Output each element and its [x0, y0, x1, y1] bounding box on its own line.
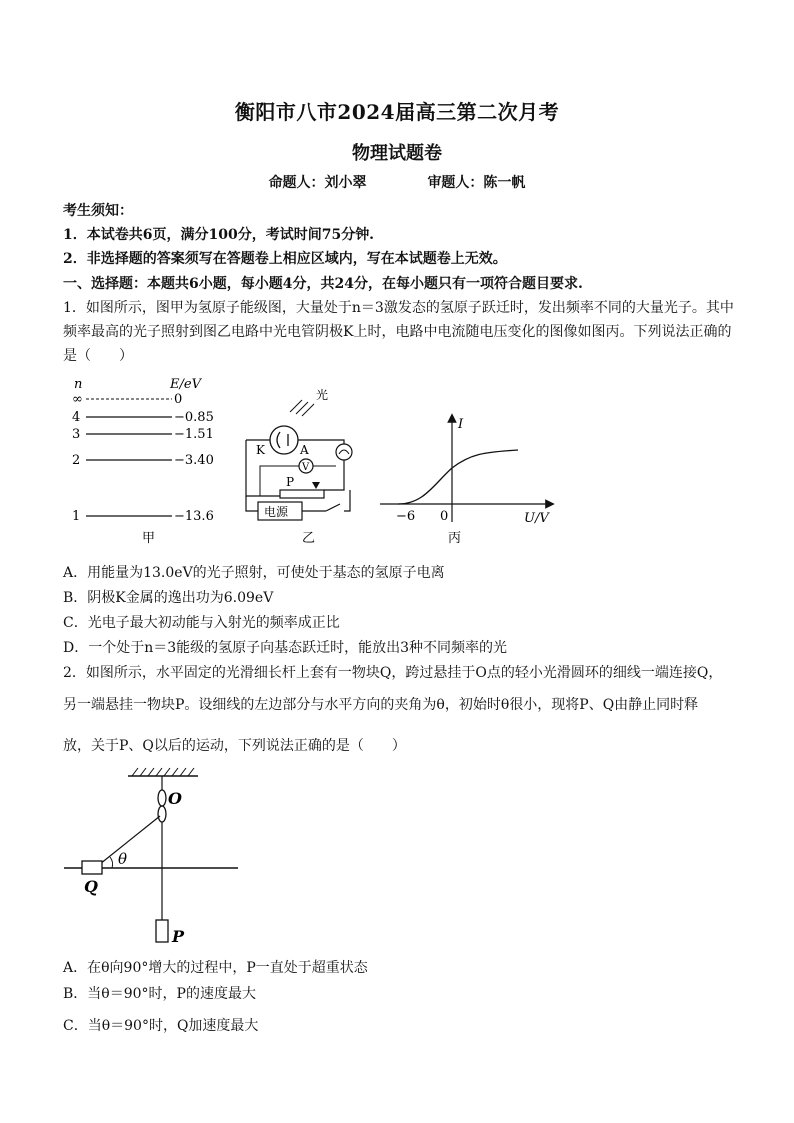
block-q — [82, 861, 102, 874]
figure-caption-jia: 甲 — [142, 531, 156, 546]
wire — [246, 496, 258, 511]
photoelectric-circuit — [240, 378, 370, 546]
setter: 命题人：刘小翠 — [268, 175, 367, 191]
question-2-stem: 另一端悬挂一物块P。设细线的左边部分与水平方向的夹角为θ，初始时θ很小，现将P、Q由静止同时释 — [63, 697, 699, 713]
level-n: 4 — [72, 410, 81, 425]
question-1-stem: 1．如图所示，图甲为氢原子能级图，大量处于n＝3激发态的氢原子跃迁时，发出频率不同的大量光子。其中频率最高的光子照射到图乙电路中光电管阴极K上时，电路中电流随电压变化的图像如图丙。下列说法正确的是（ ） — [63, 300, 734, 364]
u-axis-label: U/V — [524, 511, 549, 526]
galvanometer-icon — [336, 444, 352, 460]
point-o-label: O — [168, 789, 182, 808]
ring-upper — [158, 790, 166, 806]
question-2-stem: 2．如图所示，水平固定的光滑细长杆上套有一物块Q，跨过悬挂于O点的轻小光滑圆环的细线一端连接Q， — [63, 665, 723, 681]
switch — [326, 504, 340, 511]
figure-caption-bing: 丙 — [448, 531, 462, 546]
wire — [344, 490, 350, 511]
current-voltage-graph — [374, 412, 560, 546]
level-energy: 0 — [174, 392, 183, 407]
slider-label: P — [286, 475, 295, 489]
level-energy: −1.51 — [174, 427, 214, 442]
slider-arrow — [312, 482, 320, 489]
level-energy: −3.40 — [174, 453, 214, 468]
notice-heading: 考生须知： — [63, 203, 133, 219]
question-1-option-c: C．光电子最大初动能与入射光的频率成正比 — [63, 615, 340, 631]
level-n: 3 — [72, 427, 81, 442]
energy-level-diagram — [60, 374, 230, 546]
anode-label: A — [300, 443, 309, 457]
question-2-option-b: B．当θ＝90°时，P的速度最大 — [63, 986, 256, 1002]
galvanometer-needle — [339, 450, 349, 454]
i-axis-label: I — [458, 417, 464, 432]
authors — [0, 172, 794, 192]
energy-axis-label: E/eV — [170, 377, 201, 392]
page-subtitle: 物理试题卷 — [352, 143, 442, 164]
pulley-rod-diagram — [60, 766, 250, 948]
wire — [324, 460, 344, 490]
notice-item: 2．非选择题的答案须写在答题卷上相应区域内，写在本试题卷上无效。 — [63, 251, 507, 267]
question-1-option-a: A．用能量为13.0eV的光子照射，可使处于基态的氢原子电离 — [63, 565, 445, 581]
phototube — [270, 426, 298, 454]
page-title: 衡阳市八市2024届高三第二次月考 — [234, 100, 560, 124]
level-n: ∞ — [72, 392, 83, 407]
level-energy: −13.6 — [174, 509, 214, 524]
tick-label: −6 — [396, 509, 416, 524]
rheostat — [280, 490, 324, 498]
iv-curve — [398, 450, 518, 504]
light-label: 光 — [316, 388, 329, 402]
notice-item: 1．本试卷共6页，满分100分，考试时间75分钟. — [63, 227, 375, 243]
cathode — [277, 432, 280, 448]
question-1-option-b: B．阴极K金属的逸出功为6.09eV — [63, 590, 274, 606]
wire — [336, 440, 344, 444]
cathode-label: K — [256, 443, 265, 457]
level-n: 1 — [72, 509, 81, 524]
level-energy: −0.85 — [174, 410, 214, 425]
question-2-option-c: C．当θ＝90°时，Q加速度最大 — [63, 1018, 259, 1034]
angle-arc — [110, 857, 113, 868]
tick-label: 0 — [440, 509, 449, 524]
block-p-label: P — [172, 927, 185, 946]
question-1-option-d: D．一个处于n＝3能级的氢原子向基态跃迁时，能放出3种不同频率的光 — [63, 640, 508, 656]
question-2-option-a: A．在θ向90°增大的过程中，P一直处于超重状态 — [63, 960, 368, 976]
figure-caption-yi: 乙 — [302, 531, 316, 546]
ceiling-hatch — [132, 768, 194, 776]
reviewer: 审题人：陈一帆 — [427, 175, 526, 191]
voltmeter-label: V — [302, 462, 310, 473]
block-q-label: Q — [84, 877, 98, 896]
power-source-label: 电源 — [264, 505, 289, 519]
question-2-stem: 放，关于P、Q以后的运动，下列说法正确的是（ ） — [63, 738, 406, 754]
angle-theta-label: θ — [118, 850, 128, 868]
rope-slanted — [100, 816, 160, 864]
level-n: 2 — [72, 453, 81, 468]
block-p — [156, 920, 168, 942]
ring-pulley — [158, 806, 166, 822]
n-axis-label: n — [74, 377, 83, 392]
section-heading: 一、选择题：本题共6小题，每小题4分，共24分，在每小题只有一项符合题目要求. — [63, 276, 583, 292]
